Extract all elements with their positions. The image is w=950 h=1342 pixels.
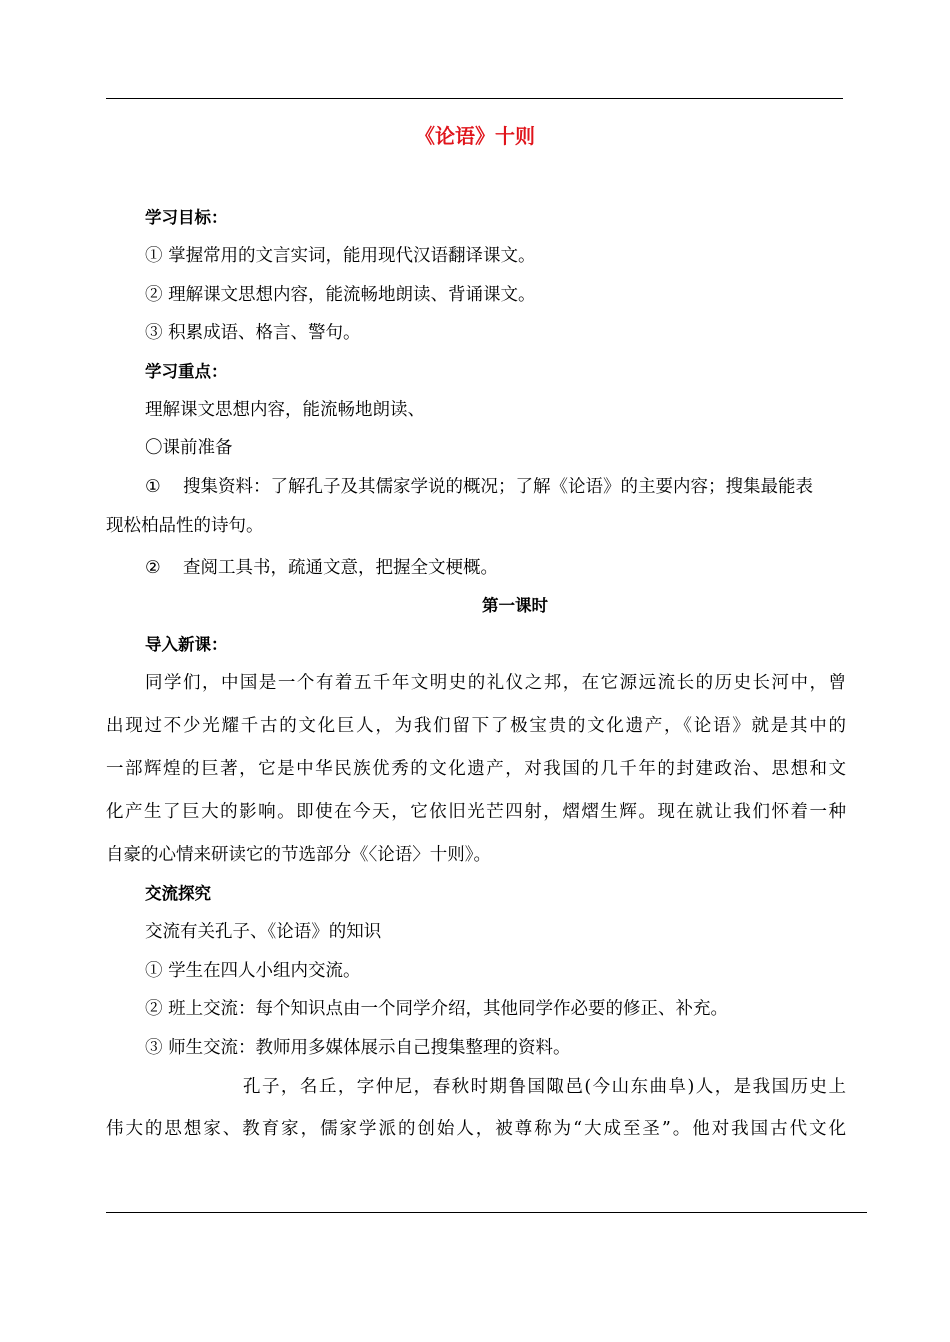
- prep-item-text: 搜集资料：了解孔子及其儒家学说的概况；了解《论语》的主要内容；搜集最能表: [183, 477, 813, 497]
- goal-item: ① 掌握常用的文言实词，能用现代汉语翻译课文。: [145, 246, 536, 266]
- exchange-heading: 交流探究: [145, 884, 211, 903]
- goal-item: ② 理解课文思想内容，能流畅地朗读、背诵课文。: [145, 285, 536, 305]
- document-title: 《论语》十则: [415, 124, 535, 148]
- exchange-item: ③ 师生交流：教师用多媒体展示自己搜集整理的资料。: [145, 1038, 571, 1058]
- prep-item-text: 查阅工具书，疏通文意，把握全文梗概。: [183, 558, 498, 578]
- exchange-intro: 交流有关孔子、《论语》的知识: [145, 922, 382, 942]
- intro-paragraph-line: 一部辉煌的巨著，它是中华民族优秀的文化遗产，对我国的几千年的封建政治、思想和文: [106, 759, 846, 779]
- confucius-paragraph-line: 孔子，名丘，字仲尼，春秋时期鲁国陬邑(今山东曲阜)人，是我国历史上: [243, 1077, 846, 1097]
- focus-heading: 学习重点：: [145, 362, 228, 381]
- intro-heading: 导入新课：: [145, 635, 228, 654]
- prep-heading: 〇课前准备: [145, 438, 233, 458]
- intro-paragraph-line: 出现过不少光耀千古的文化巨人，为我们留下了极宝贵的文化遗产，《论语》就是其中的: [106, 716, 846, 736]
- prep-item-text: 现松柏品性的诗句。: [106, 516, 264, 536]
- lesson-title: 第一课时: [482, 596, 548, 615]
- header-rule: [106, 98, 843, 99]
- exchange-item: ② 班上交流：每个知识点由一个同学介绍，其他同学作必要的修正、补充。: [145, 999, 729, 1019]
- focus-text: 理解课文思想内容，能流畅地朗读、: [145, 400, 425, 420]
- goals-heading: 学习目标：: [145, 208, 228, 227]
- prep-item-marker: ①: [145, 477, 161, 497]
- goal-item: ③ 积累成语、格言、警句。: [145, 323, 361, 343]
- footer-rule: [106, 1212, 867, 1213]
- intro-paragraph-line: 自豪的心情来研读它的节选部分《〈论语〉十则》。: [106, 845, 491, 865]
- confucius-paragraph-line: 伟大的思想家、教育家，儒家学派的创始人，被尊称为“大成至圣”。他对我国古代文化: [106, 1119, 846, 1139]
- intro-paragraph-line: 化产生了巨大的影响。即使在今天，它依旧光芒四射，熠熠生辉。现在就让我们怀着一种: [106, 802, 846, 822]
- prep-item-marker: ②: [145, 558, 161, 578]
- exchange-item: ① 学生在四人小组内交流。: [145, 961, 361, 981]
- intro-paragraph-line: 同学们，中国是一个有着五千年文明史的礼仪之邦，在它源远流长的历史长河中，曾: [145, 673, 846, 693]
